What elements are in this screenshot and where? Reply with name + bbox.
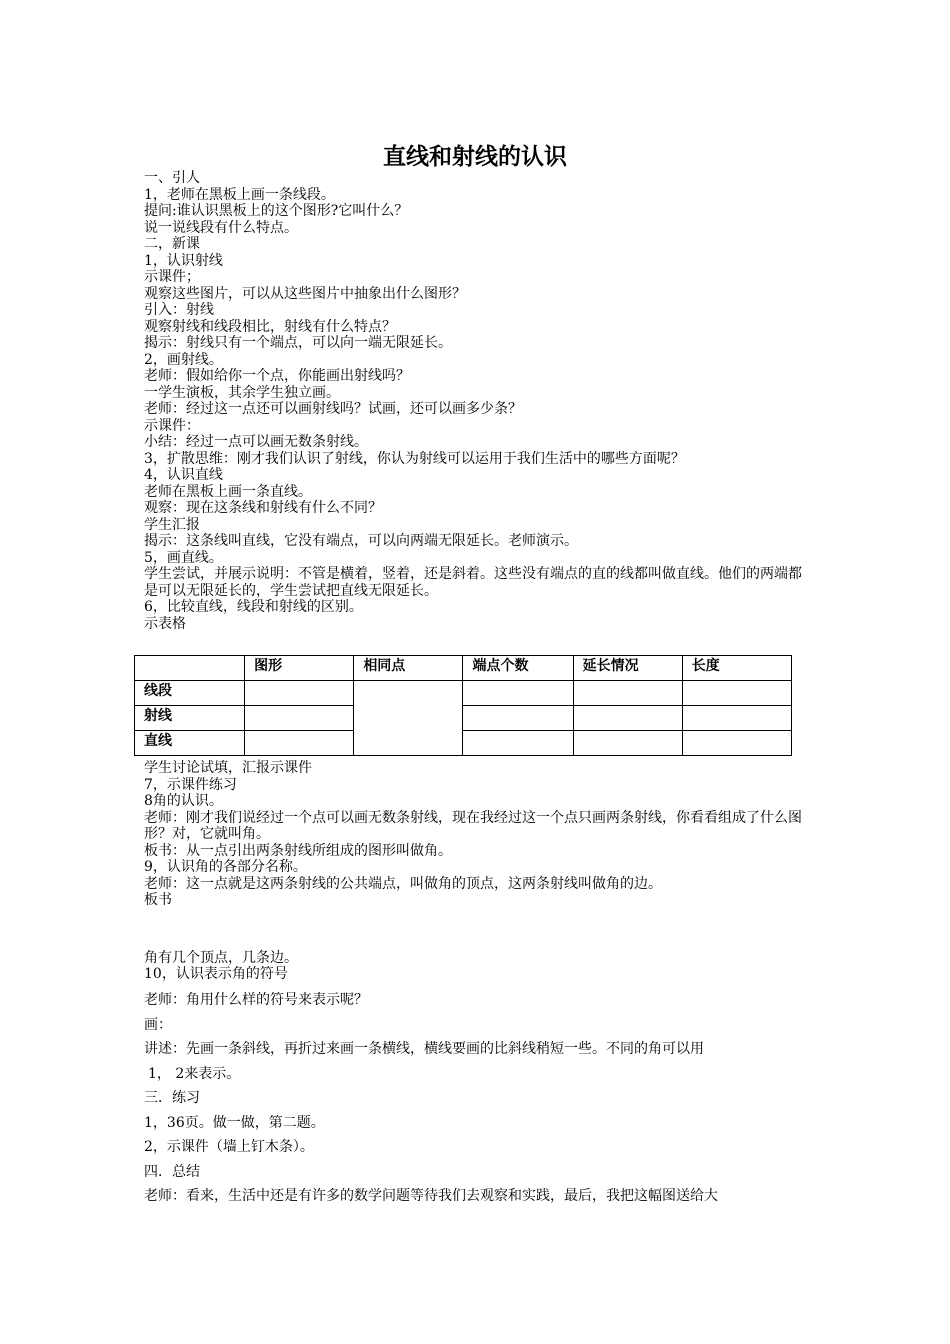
text-line: 揭示：这条线叫直线，它没有端点，可以向两端无限延长。老师演示。 — [144, 533, 578, 549]
lesson-section-intro-and-new — [144, 170, 812, 632]
text-line: 二，新课 — [144, 236, 200, 252]
text-line: 10，认识表示角的符号 — [144, 966, 288, 982]
text-line: 老师：角用什么样的符号来表示呢？ — [144, 992, 368, 1008]
table-cell-empty — [463, 731, 573, 756]
table-cell-empty — [245, 681, 354, 706]
table-cell-empty — [573, 706, 682, 731]
text-paragraph: 学生尝试，并展示说明：不管是横着，竖着，还是斜着。这些没有端点的直的线都叫做直线。他们的两端都是可以无限延长的，学生尝试把直线无限延长。 — [144, 566, 802, 599]
table-header-cell: 相同点 — [354, 656, 463, 681]
table-row-label: 射线 — [135, 706, 245, 731]
text-line: 揭示：射线只有一个端点，可以向一端无限延长。 — [144, 335, 452, 351]
text-paragraph: 老师：刚才我们说经过一个点可以画无数条射线，现在我经过这一个点只画两条射线，你看看组成了什么图形？对，它就叫角。 — [144, 809, 802, 842]
lesson-section-symbol-practice-summary — [144, 988, 812, 1209]
text-line: 1，老师在黑板上画一条线段。 — [144, 186, 335, 203]
text-line: 1， 2来表示。 — [148, 1065, 241, 1082]
text-line: 2，画射线。 — [144, 351, 223, 368]
table-cell-empty — [245, 706, 354, 731]
text-line: 2，示课件（墙上钉木条）。 — [144, 1139, 314, 1155]
text-line: 老师：看来，生活中还是有许多的数学问题等待我们去观察和实践，最后，我把这幅图送给大 — [144, 1188, 718, 1204]
text-line: 7，示课件练习 — [144, 776, 237, 793]
text-line: 1，认识射线 — [144, 252, 223, 269]
table-cell-empty — [682, 731, 791, 756]
text-line: 老师：假如给你一个点，你能画出射线吗？ — [144, 368, 410, 384]
table-header-cell: 长度 — [682, 656, 791, 681]
text-line: 示课件； — [144, 269, 200, 285]
table-row — [135, 731, 792, 756]
text-line: 学生汇报 — [144, 516, 200, 533]
blank-space — [144, 909, 812, 950]
text-line: 3，扩散思维：刚才我们认识了射线，你认为射线可以运用于我们生活中的哪些方面呢？ — [144, 450, 685, 467]
text-line: 一、引人 — [144, 170, 200, 186]
table-header-cell: 端点个数 — [463, 656, 573, 681]
lesson-section-angle — [144, 760, 812, 983]
text-line: 示课件： — [144, 417, 200, 434]
table-row-label: 线段 — [135, 681, 245, 706]
text-line: 6，比较直线，线段和射线的区别。 — [144, 599, 363, 615]
table-header-cell: 图形 — [245, 656, 354, 681]
text-line: 四．总结 — [144, 1163, 200, 1180]
text-line: 板书：从一点引出两条射线所组成的图形叫做角。 — [144, 842, 452, 859]
table-row — [135, 681, 792, 706]
text-line: 8角的认识。 — [144, 793, 223, 809]
table-cell-empty — [573, 681, 682, 706]
table-cell-empty — [245, 731, 354, 756]
text-line: 观察：现在这条线和射线有什么不同？ — [144, 500, 382, 516]
text-line: 示表格 — [144, 615, 186, 632]
text-line: 三．练习 — [144, 1090, 200, 1106]
table-header-cell — [135, 656, 245, 681]
text-line: 观察这些图片，可以从这些图片中抽象出什么图形？ — [144, 285, 466, 302]
text-line: 老师：经过这一点还可以画射线吗？试画，还可以画多少条？ — [144, 401, 522, 417]
table-cell-merged-empty — [354, 681, 463, 756]
table-cell-empty — [682, 681, 791, 706]
table-header-cell: 延长情况 — [573, 656, 682, 681]
text-line: 讲述：先画一条斜线，再折过来画一条横线，横线要画的比斜线稍短一些。不同的角可以用 — [144, 1041, 704, 1057]
document-title: 直线和射线的认识 — [383, 144, 567, 170]
table-cell-empty — [463, 681, 573, 706]
table-cell-empty — [573, 731, 682, 756]
text-line: 角有几个顶点，几条边。 — [144, 949, 298, 966]
text-line: 提问:谁认识黑板上的这个图形?它叫什么？ — [144, 203, 409, 219]
text-line: 老师在黑板上画一条直线。 — [144, 483, 312, 500]
text-line: 5，画直线。 — [144, 549, 223, 566]
comparison-table — [134, 655, 792, 756]
table-row — [135, 706, 792, 731]
table-cell-empty — [463, 706, 573, 731]
text-line: 画： — [144, 1016, 172, 1033]
text-line: 一学生演板，其余学生独立画。 — [144, 384, 340, 401]
text-line: 观察射线和线段相比，射线有什么特点？ — [144, 318, 396, 335]
text-line: 1，36页。做一做，第二题。 — [144, 1114, 325, 1131]
text-line: 9，认识角的各部分名称。 — [144, 859, 307, 875]
text-line: 学生讨论试填，汇报示课件 — [144, 760, 312, 776]
table-cell-empty — [682, 706, 791, 731]
text-line: 小结：经过一点可以画无数条射线。 — [144, 434, 368, 450]
text-line: 4，认识直线 — [144, 467, 223, 483]
table-header-row — [135, 656, 792, 681]
text-line: 说一说线段有什么特点。 — [144, 219, 298, 236]
text-line: 引入：射线 — [144, 302, 214, 318]
table-row-label: 直线 — [135, 731, 245, 756]
text-line: 板书 — [144, 892, 172, 908]
text-line: 老师：这一点就是这两条射线的公共端点，叫做角的顶点，这两条射线叫做角的边。 — [144, 875, 662, 892]
